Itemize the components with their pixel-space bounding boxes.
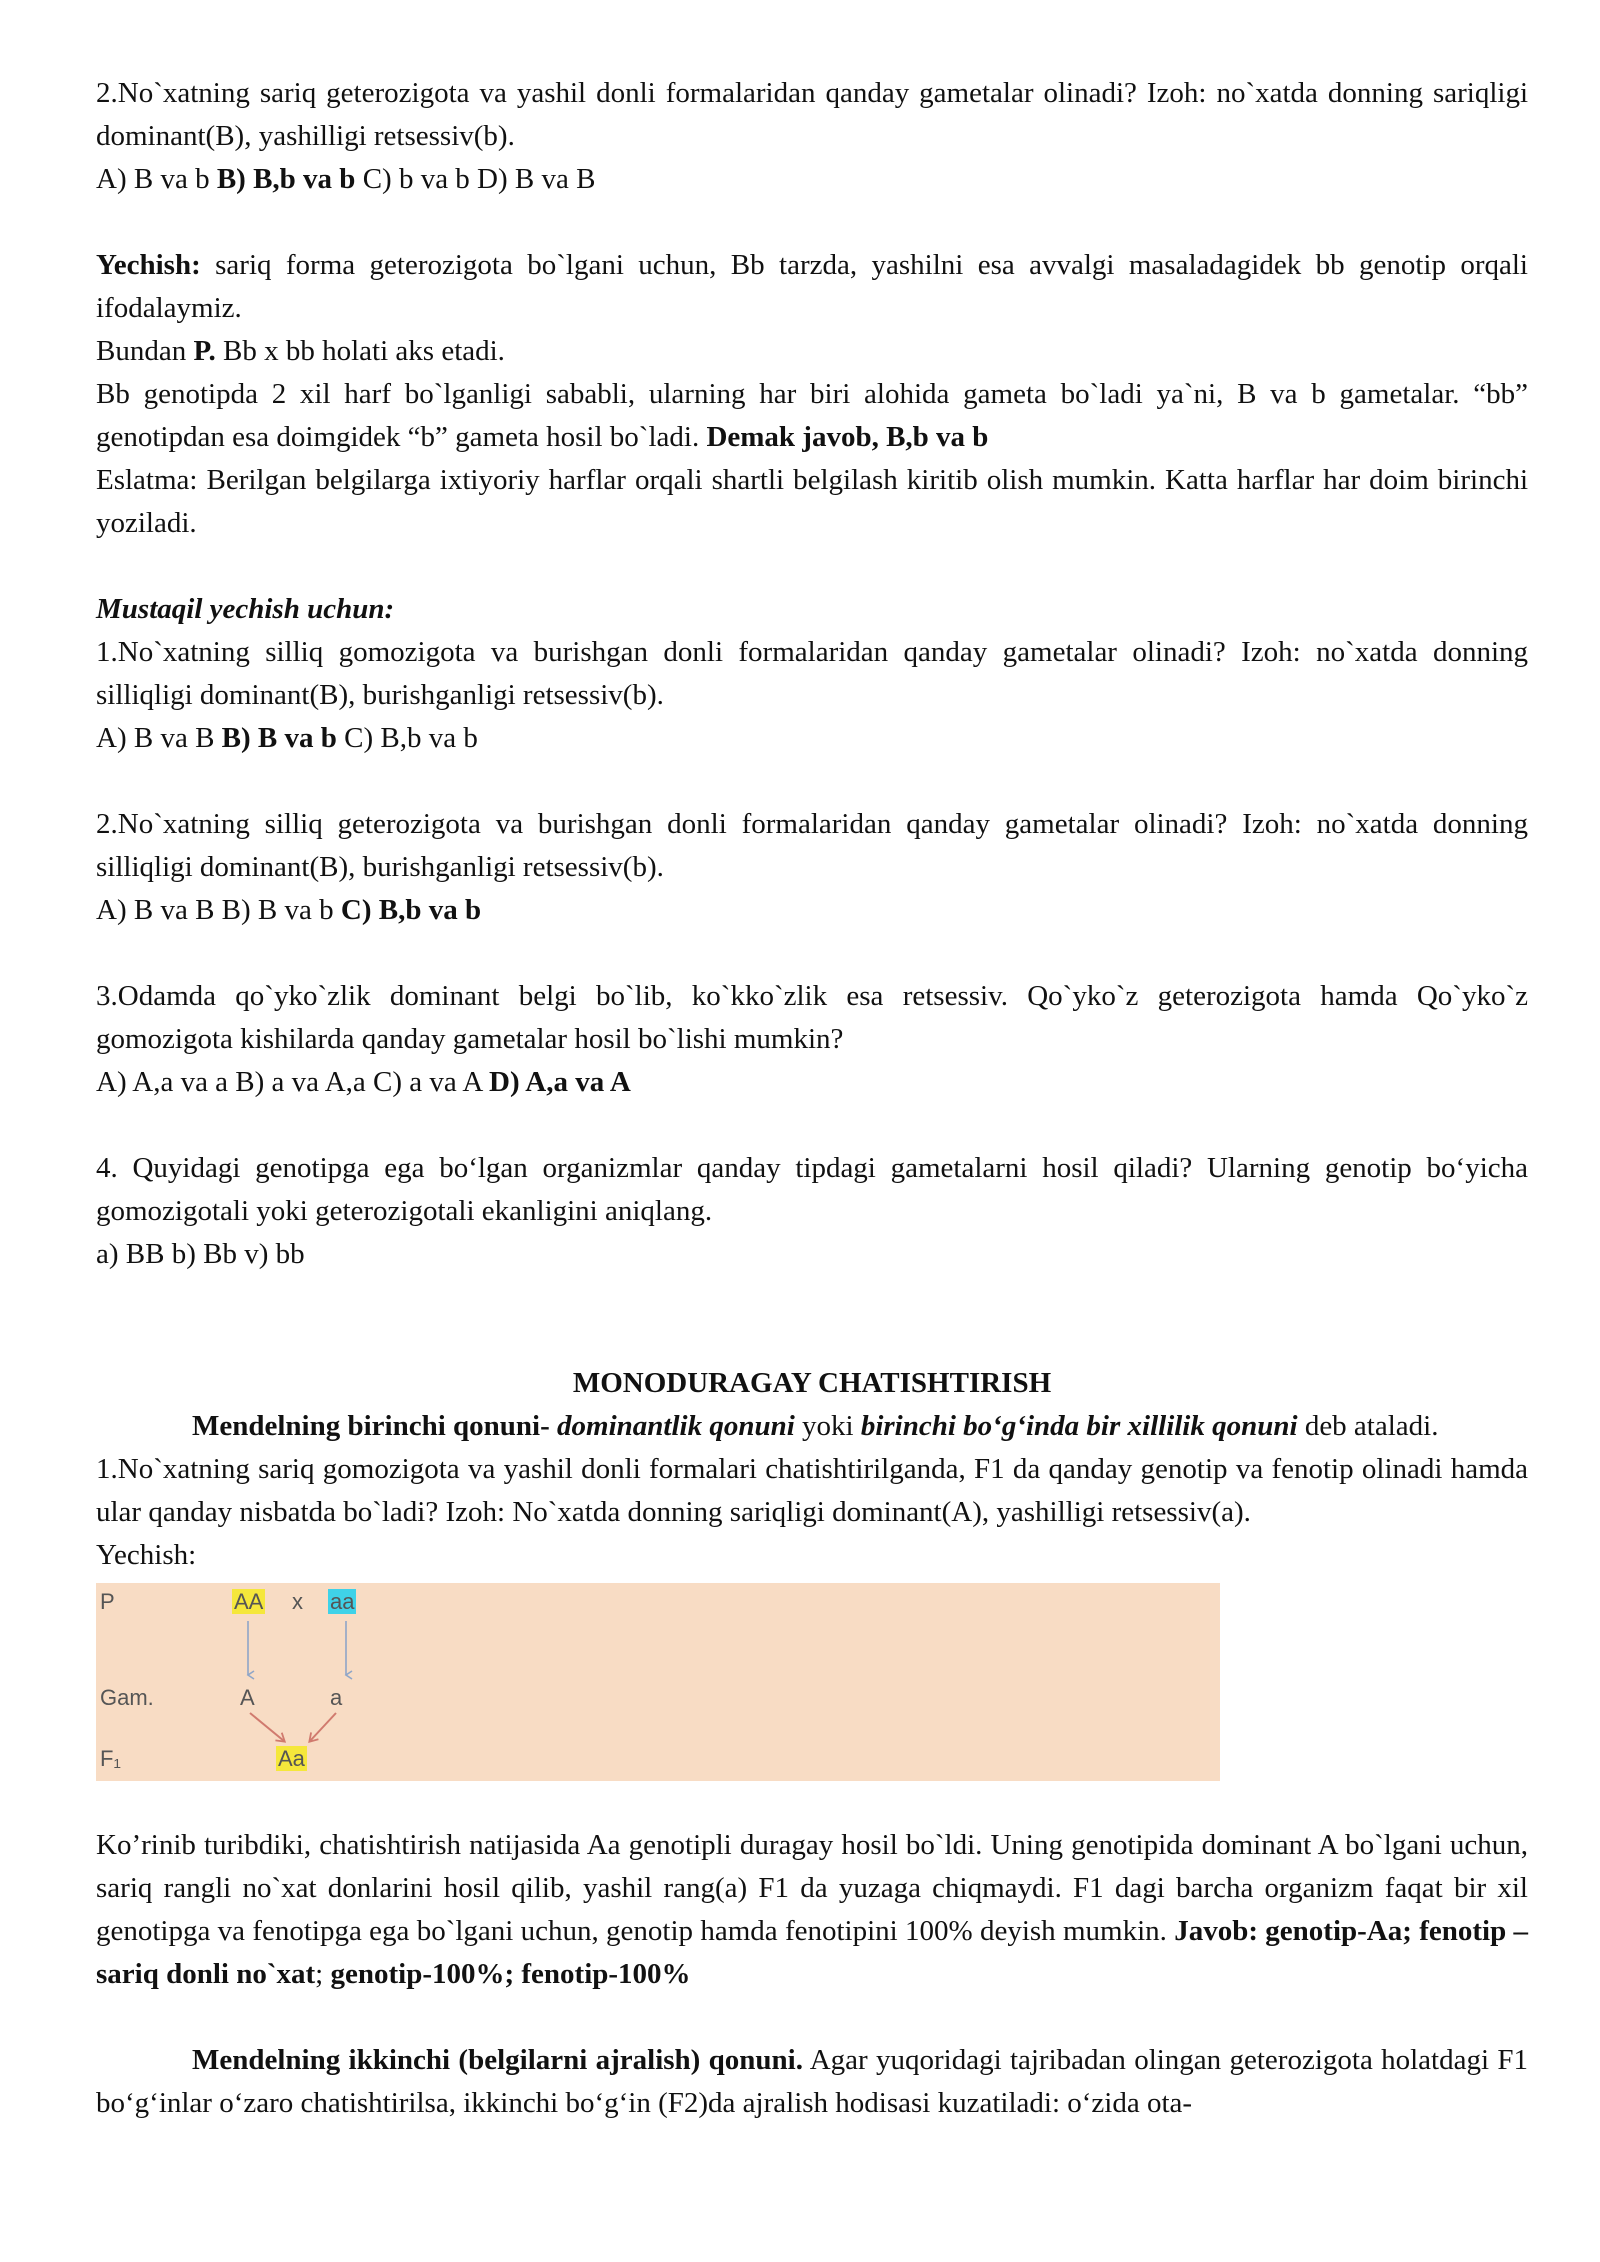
self-study-q3-options: A) A,a va a B) a va A,a C) a va A D) A,a va A	[96, 1066, 631, 1098]
self-study-q1-options: A) B va B B) B va b C) B,b va b	[96, 722, 478, 754]
solution-line2: Bundan P. Bb x bb holati aks etadi.	[96, 335, 505, 367]
diagram-arrows	[96, 1583, 1220, 1781]
mono-solution-label: Yechish:	[96, 1539, 197, 1571]
diagram-gam-label: Gam.	[100, 1685, 154, 1710]
mono-q1: 1.No`xatning sariq gomozigota va yashil donli formalari chatishtirilganda, F1 da qanday genotip va fenotip olinadi hamda ular qanday nisbatda bo`ladi? Izoh: No`xatda donning sariqligi dominant(A), yashilligi retsessiv(a).	[96, 1453, 1528, 1528]
problem2-options: A) B va b B) B,b va b C) b va b D) B va B	[96, 163, 596, 195]
solution-note: Eslatma: Berilgan belgilarga ixtiyoriy harflar orqali shartli belgilash kiritib olish mumkin. Katta harflar har doim birinchi yoziladi.	[96, 464, 1528, 539]
diagram-gamete2: a	[330, 1685, 343, 1710]
diagram-gamete1: A	[240, 1685, 255, 1710]
solution-paragraph: Yechish: sariq forma geterozigota bo`lgani uchun, Bb tarzda, yashilni esa avvalgi masaladagidek bb genotip orqali ifodalaymiz.	[96, 249, 1528, 324]
problem2-question: 2.No`xatning sariq geterozigota va yashil donli formalaridan qanday gametalar olinadi? Izoh: no`xatda donning sariqligi dominant(B), yashilligi retsessiv(b).	[96, 77, 1528, 152]
self-study-q2-options: A) B va B B) B va b C) B,b va b	[96, 894, 482, 926]
self-study-q4-options: a) BB b) Bb v) bb	[96, 1238, 305, 1270]
diagram-f1-label: F₁	[100, 1746, 121, 1771]
diagram-parent2: aa	[330, 1589, 355, 1614]
self-study-q1: 1.No`xatning silliq gomozigota va burishgan donli formalaridan qanday gametalar olinadi? Izoh: no`xatda donning silliqligi dominant(B), burishganligi retsessiv(b).	[96, 636, 1528, 711]
document-page	[96, 72, 1528, 2125]
solution-label: Yechish:	[96, 249, 201, 281]
law2-paragraph: Mendelning ikkinchi (belgilarni ajralish) qonuni. Agar yuqoridagi tajribadan olingan geterozigota holatdagi F1 bo‘g‘inlar o‘zaro chatishtirilsa, ikkinchi bo‘g‘in (F2)da ajralish hodisasi kuzatiladi: o‘zida ota-	[96, 2044, 1528, 2119]
explanation-answer-part1: Javob: genotip-Aa; fenotip – sariq donli no`xat	[96, 1915, 1528, 1990]
self-study-q2: 2.No`xatning silliq geterozigota va burishgan donli formalaridan qanday gametalar olinadi? Izoh: no`xatda donning silliqligi dominant(B), burishganligi retsessiv(b).	[96, 808, 1528, 883]
diagram-parent1: AA	[234, 1589, 264, 1614]
self-study-q1-answer: B) B va b	[221, 722, 337, 754]
self-study-q3: 3.Odamda qo`yko`zlik dominant belgi bo`lib, ko`kko`zlik esa retsessiv. Qo`yko`z geterozigota hamda Qo`yko`z gomozigota kishilarda qanday gametalar hosil bo`lishi mumkin?	[96, 980, 1528, 1055]
self-study-q3-answer: D) A,a va A	[489, 1066, 631, 1098]
explanation-answer-part2: genotip-100%; fenotip-100%	[323, 1958, 691, 1990]
diagram-p-label: P	[100, 1589, 115, 1614]
arrow-gamete2-to-offspring	[310, 1713, 336, 1741]
explanation-paragraph: Ko’rinib turibdiki, chatishtirish natijasida Aa genotipli duragay hosil bo`ldi. Uning genotipida dominant A bo`lgani uchun, sariq rangli no`xat donlarini hosil qilib, yashil rang(a) F1 da yuzaga chiqmaydi. F1 dagi barcha organizm faqat bir xil genotipga va fenotipga ega bo`lgani uchun, genotip hamda fenotipini 100% deyish mumkin. Javob: genotip-Aa; fenotip – sariq donli no`xat; genotip-100%; fenotip-100%	[96, 1829, 1528, 1990]
law1-paragraph: Mendelning birinchi qonuni- dominantlik qonuni yoki birinchi bo‘g‘inda bir xillilik qonuni deb ataladi.	[192, 1410, 1439, 1442]
problem2-answer: B) B,b va b	[216, 163, 356, 195]
cross-diagram	[96, 1583, 1220, 1781]
self-study-heading: Mustaqil yechish uchun:	[96, 593, 395, 625]
self-study-q2-answer: C) B,b va b	[340, 894, 482, 926]
diagram-offspring: Aa	[278, 1746, 305, 1771]
solution-line3: Bb genotipda 2 xil harf bo`lganligi sababli, ularning har biri alohida gameta bo`ladi ya`ni, B va b gametalar. “bb” genotipdan esa doimgidek “b” gameta hosil bo`ladi. Demak javob, B,b va b	[96, 378, 1528, 453]
diagram-cross-sign: x	[292, 1589, 303, 1614]
section-title: MONODURAGAY CHATISHTIRISH	[572, 1367, 1052, 1399]
self-study-q4: 4. Quyidagi genotipga ega bo‘lgan organizmlar qanday tipdagi gametalarni hosil qiladi? Ularning genotip bo‘yicha gomozigotali yoki geterozigotali ekanligini aniqlang.	[96, 1152, 1528, 1227]
solution-answer: Demak javob, B,b va b	[706, 421, 989, 453]
arrow-gamete1-to-offspring	[250, 1713, 284, 1741]
